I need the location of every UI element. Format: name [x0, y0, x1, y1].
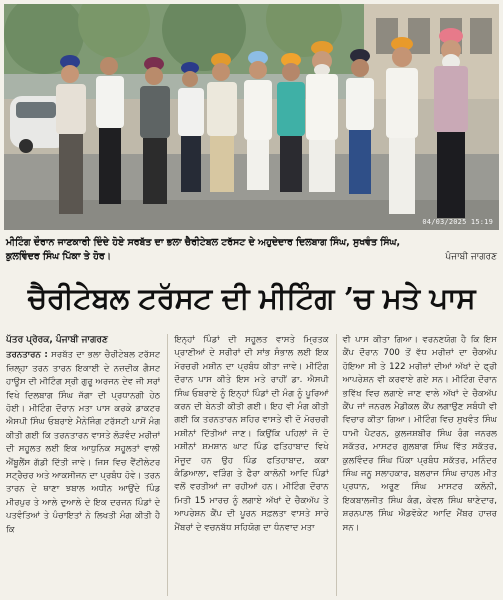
- article-column-1: [6, 334, 160, 596]
- article-column-3-text: ਵੀ ਪਾਸ ਕੀਤਾ ਗਿਆ। ਵਰਨਣਯੋਗ ਹੈ ਕਿ ਇਸ ਕੈਂਪ ਦੌਰਾਨ 700 ਤੋਂ ਵੱਧ ਮਰੀਜ਼ਾਂ ਦਾ ਚੈਕਅੱਪ ਹੋਇਆ ਸੀ ਤੇ 122 ਮਰੀਜ਼ਾਂ ਦੀਆਂ ਅੱਖਾਂ ਦੇ ਫ੍ਰੀ ਆਪਰੇਸ਼ਨ ਵੀ ਕਰਵਾਏ ਗਏ ਸਨ। ਮੀਟਿੰਗ ਦੌਰਾਨ ਭਵਿੱਖ ਵਿਚ ਲਗਾਏ ਜਾਣ ਵਾਲੇ ਅੱਖਾਂ ਦੇ ਚੈਕਅੱਪ ਕੈਂਪ ਜਾਂ ਜਨਰਲ ਮੈਡੀਕਲ ਕੈਂਪ ਲਗਾਉਣ ਸਬੰਧੀ ਵੀ ਵਿਚਾਰ ਕੀਤਾ ਗਿਆ। ਮੀਟਿੰਗ ਵਿਚ ਸੁਖਵੰਤ ਸਿੰਘ ਧਾਮੀ ਪੈਟਰਨ, ਕੁਲਜਸ਼ਬੀਰ ਸਿੰਘ ਰੰਗ ਜਨਰਲ ਸਕੱਤਰ, ਮਾਸਟਰ ਗੁਲਬਾਗ ਸਿੰਘ ਵਿੱਤ ਸਕੱਤਰ, ਕੁਲਵਿੰਦਰ ਸਿੰਘ ਪਿੱਕਾ ਪ੍ਰਬੰਧ ਸਕੱਤਰ, ਮਨਿੰਦਰ ਸਿੰਘ ਜਨੂ ਸਲਾਹਕਾਰ, ਬਲਰਾਜ ਸਿੰਘ ਚਾਹਲ ਮੀਤ ਪ੍ਰਧਾਨ, ਅਰੂਣ ਸਿੰਘ ਮਾਸਟਰ ਕਲੋਨੀ, ਇਕਬਾਲਜੀਤ ਸਿੰਘ ਕੰਗ, ਕੇਵਲ ਸਿੰਘ ਥਾਣੇਦਾਰ, ਸ਼ਰਨਪਾਲ ਸਿੰਘ ਐਡਵੋਕੇਟ ਆਦਿ ਮੈਂਬਰ ਹਾਜ਼ਰ ਸਨ।: [342, 335, 497, 533]
- article-paragraph-1: [6, 349, 160, 537]
- photo-timestamp: 04/03/2025 15:19: [422, 218, 493, 226]
- caption-line-1: ਮੀਟਿੰਗ ਦੌਰਾਨ ਜਾਣਕਾਰੀ ਦਿੰਦੇ ਹੋਏ ਸਰਬੱਤ ਦਾ ਭਲਾ ਚੈਰੀਟੇਬਲ ਟਰੱਸਟ ਦੇ ਅਹੁਦੇਦਾਰ ਦਿਲਬਾਗ ਸਿੰਘ, ਸੁਖਵੰਤ ਸਿੰਘ,: [6, 237, 401, 248]
- group-photo-illustration: [4, 4, 499, 230]
- article-column-1-text: ਸਰਬੱਤ ਦਾ ਭਲਾ ਚੈਰੀਟੇਬਲ ਟਰੱਸਟ ਜ਼ਿਲ੍ਹਾ ਤਰਨ ਤਾਰਨ ਇਕਾਈ ਦੇ ਨਜ਼ਦੀਕ ਗੈਸਟ ਹਾਊਸ ਦੀ ਮੀਟਿੰਗ ਸ੍ਰੀ ਗੁਰੂ ਅਰਜਨ ਦੇਵ ਜੀ ਸਰਾਂ ਵਿਖੇ ਦਿਲਬਾਗ ਸਿੰਘ ਜੱਗਾ ਦੀ ਪ੍ਰਧਾਨਗੀ ਹੇਠ ਹੋਈ। ਮੀਟਿੰਗ ਦੌਰਾਨ ਮਤਾ ਪਾਸ ਕਰਕੇ ਡਾਕਟਰ ਐਸਪੀ ਸਿੰਘ ਓਬਰਾਏ ਮੈਨੇਜਿੰਗ ਟਰੱਸਟੀ ਪਾਸੋਂ ਮੰਗ ਕੀਤੀ ਗਈ ਕਿ ਤਰਨਤਾਰਨ ਵਾਸਤੇ ਲੋੜਵੰਦ ਮਰੀਜ਼ਾਂ ਦੀ ਸਹੂਲਤ ਲਈ ਇਕ ਆਧੁਨਿਕ ਸਹੂਲਤਾਂ ਵਾਲੀ ਐਂਬੂਲੈਂਸ ਗੱਡੀ ਦਿੱਤੀ ਜਾਵੇ। ਜਿਸ ਵਿਚ ਵੈਂਟੀਲੇਟਰ ਸਟ੍ਰੈਚਰ ਅਤੇ ਆਕਸੀਜਨ ਦਾ ਪ੍ਰਬੰਧ ਹੋਵੇ। ਤਰਨ ਤਾਰਨ ਦੇ ਥਾਣਾ ਝਬਾਲ ਅਧੀਨ ਆਉਂਦੇ ਪਿੰਡ ਮੀਰਪੁਰ ਤੇ ਆਲੇ ਦੁਆਲੇ ਦੇ ਇਕ ਦਰਜਨ ਪਿੰਡਾਂ ਦੇ ਪਤਵੰਤਿਆਂ ਤੇ ਪੰਚਾਇਤਾਂ ਨੇ ਲਿਖਤੀ ਮੰਗ ਕੀਤੀ ਹੈ ਕਿ: [6, 350, 161, 535]
- caption-line-2-row: [6, 250, 497, 264]
- photo-credit: ਪੰਜਾਬੀ ਜਾਗਰਣ: [445, 252, 497, 262]
- article-column-3: [336, 334, 497, 596]
- caption-line-2: ਕੁਲਵਿੰਦਰ ਸਿੰਘ ਪਿੱਕਾ ਤੇ ਹੋਰ।: [6, 251, 111, 262]
- news-photo: [4, 4, 499, 230]
- article-dateline: ਤਰਨਤਾਰਨ :: [6, 350, 48, 361]
- article-headline: ਚੈਰੀਟੇਬਲ ਟਰੱਸਟ ਦੀ ਮੀਟਿੰਗ ’ਚ ਮਤੇ ਪਾਸ: [27, 280, 476, 315]
- photo-caption: [6, 236, 497, 264]
- article-column-2: [167, 334, 328, 596]
- article-body: [6, 334, 497, 596]
- article-column-2-text: ਇਨ੍ਹਾਂ ਪਿੰਡਾਂ ਦੀ ਸਹੂਲਤ ਵਾਸਤੇ ਮ੍ਰਿਤਕ ਪ੍ਰਾਣੀਆਂ ਦੇ ਸਰੀਰਾਂ ਦੀ ਸਾਂਭ ਸੰਭਾਲ ਲਈ ਇਕ ਮੋਰਚਰੀ ਮਸ਼ੀਨ ਦਾ ਪ੍ਰਬੰਧ ਕੀਤਾ ਜਾਵੇ। ਮੀਟਿੰਗ ਦੌਰਾਨ ਪਾਸ ਕੀਤੇ ਇਸ ਮਤੇ ਰਾਹੀਂ ਡਾ. ਐਸਪੀ ਸਿੰਘ ਓਬਰਾਏ ਨੂੰ ਇਨ੍ਹਾਂ ਪਿੰਡਾਂ ਦੀ ਮੰਗ ਨੂੰ ਪੂਰਿਆਂ ਕਰਨ ਦੀ ਬੇਨਤੀ ਕੀਤੀ ਗਈ। ਇਹ ਵੀ ਮੰਗ ਕੀਤੀ ਗਈ ਕਿ ਤਰਨਤਾਰਨ ਸ਼ਹਿਰ ਵਾਸਤੇ ਵੀ ਦੋ ਮੋਰਚਰੀ ਮਸ਼ੀਨਾਂ ਦਿੱਤੀਆਂ ਜਾਣ। ਕਿਉਂਕਿ ਪਹਿਲਾਂ ਜੋ ਦੋ ਮਸ਼ੀਨਾਂ ਸ਼ਮਸ਼ਾਨ ਘਾਟ ਪਿੰਡ ਫਤਿਹਾਬਾਦ ਵਿਖੇ ਮੌਜੂਦ ਹਨ ਉਹ ਪਿੰਡ ਫਤਿਹਾਬਾਦ, ਕਕਾ ਕੰਡਿਆਲਾ, ਵੜਿੰਗ ਤੇ ਫੈਰਾ ਕਾਲੋਨੀ ਆਦਿ ਪਿੰਡਾਂ ਵਲੋਂ ਵਰਤੀਆਂ ਜਾ ਰਹੀਆਂ ਹਨ। ਮੀਟਿੰਗ ਦੌਰਾਨ ਮਿਤੀ 15 ਮਾਰਚ ਨੂੰ ਲਗਾਏ ਅੱਖਾਂ ਦੇ ਚੈਕਅੱਪ ਤੇ ਆਪਰੇਸ਼ਨ ਕੈਂਪ ਦੀ ਪੂਰਨ ਸਫ਼ਲਤਾ ਵਾਸਤੇ ਸਾਰੇ ਮੈਂਬਰਾਂ ਦੇ ਵਚਨਬੱਧ ਸਹਿਯੋਗ ਦਾ ਧੰਨਵਾਦ ਮਤਾ: [174, 335, 329, 533]
- article-byline: ਪੱਤਰ ਪ੍ਰੇਰਕ, ਪੰਜਾਬੀ ਜਾਗਰਣ: [6, 335, 108, 345]
